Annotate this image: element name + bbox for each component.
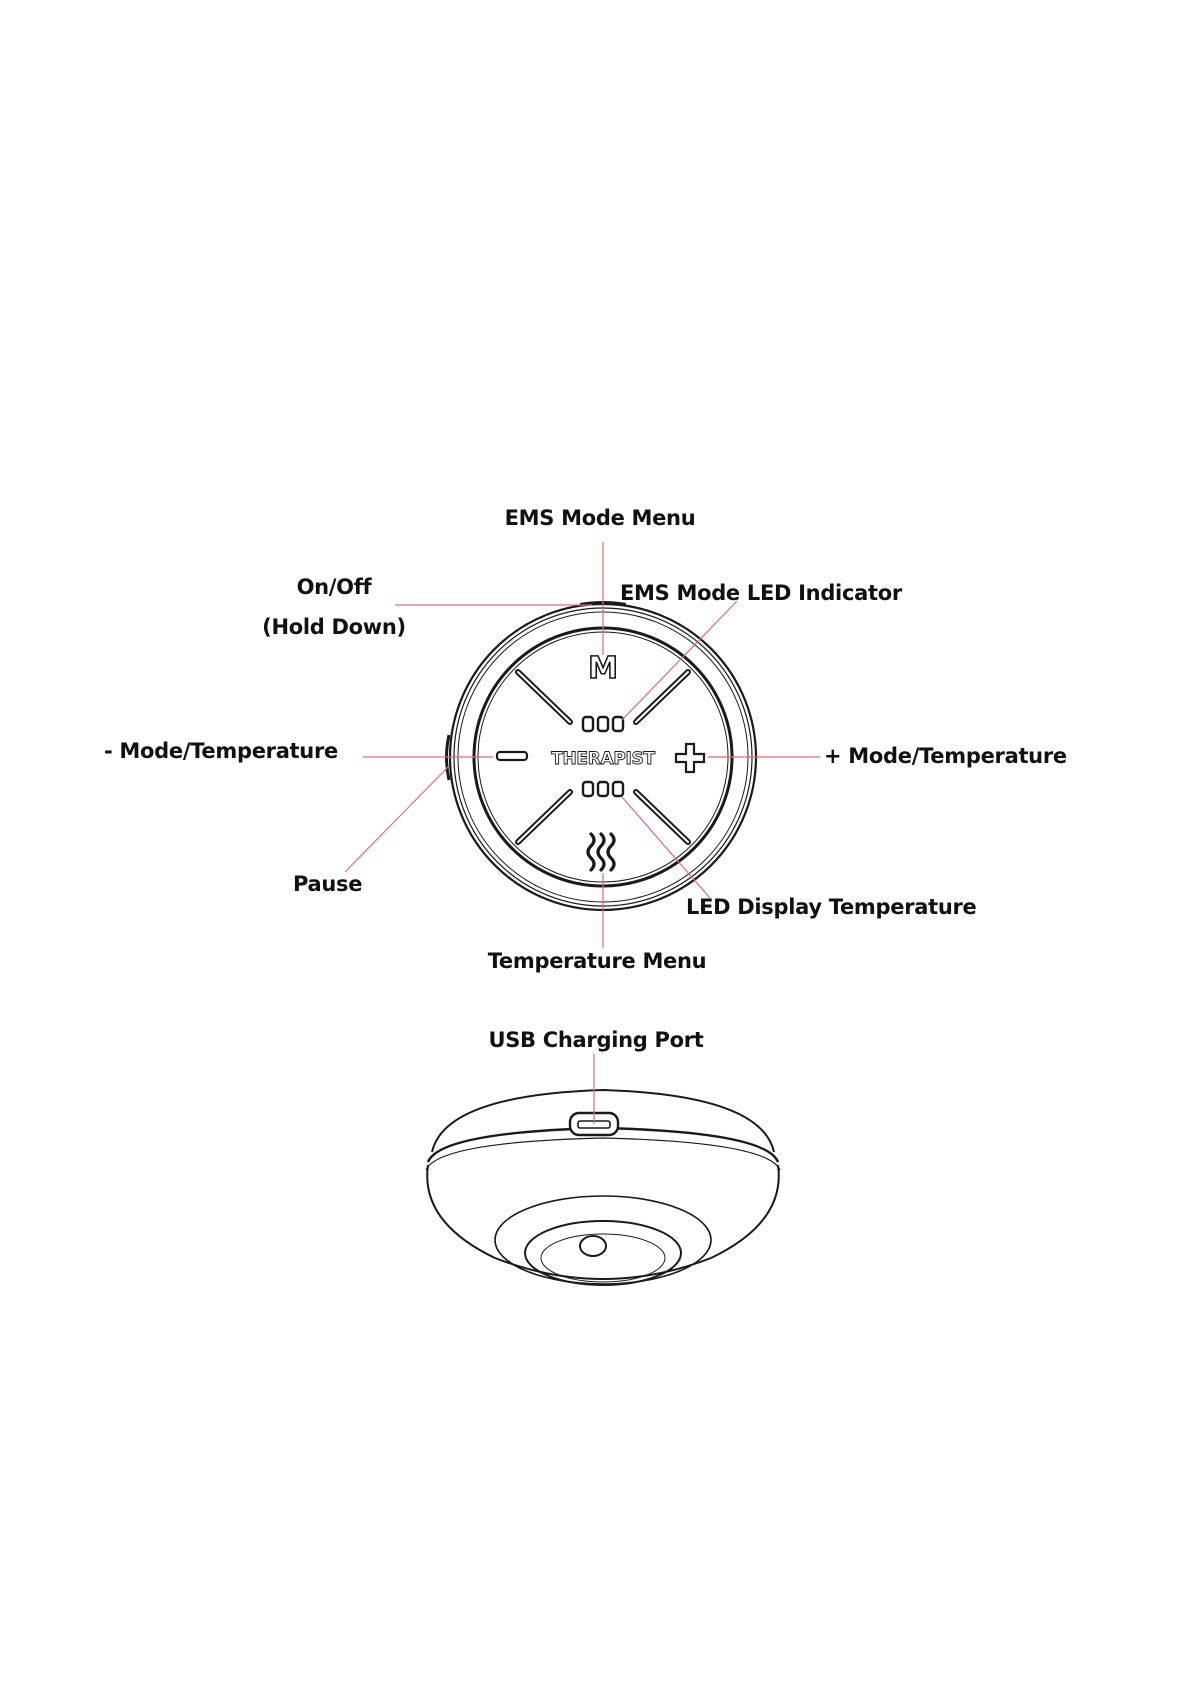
brand-logo-text: THERAPIST (551, 749, 655, 769)
ems-mode-led-indicator-label: EMS Mode LED Indicator (620, 581, 902, 605)
minus-mode-temperature-label: - Mode/Temperature (104, 739, 338, 763)
mode-m-icon: M (588, 651, 618, 686)
plus-mode-temperature-label: + Mode/Temperature (824, 744, 1067, 768)
temperature-led-dots (583, 782, 623, 796)
hold-down-label: (Hold Down) (262, 615, 406, 639)
device-top-view (447, 602, 757, 910)
on-off-label: On/Off (296, 575, 372, 599)
ems-mode-menu-label: EMS Mode Menu (504, 506, 696, 530)
ems-led-dots (583, 717, 623, 731)
minus-icon (497, 752, 527, 760)
device-side-view (426, 1090, 780, 1285)
heat-waves-icon (588, 834, 614, 870)
pause-label: Pause (293, 872, 363, 896)
usb-charging-port-label: USB Charging Port (488, 1028, 704, 1052)
plus-icon (676, 744, 704, 772)
temperature-menu-label: Temperature Menu (487, 949, 707, 973)
led-display-temperature-label: LED Display Temperature (686, 895, 977, 919)
